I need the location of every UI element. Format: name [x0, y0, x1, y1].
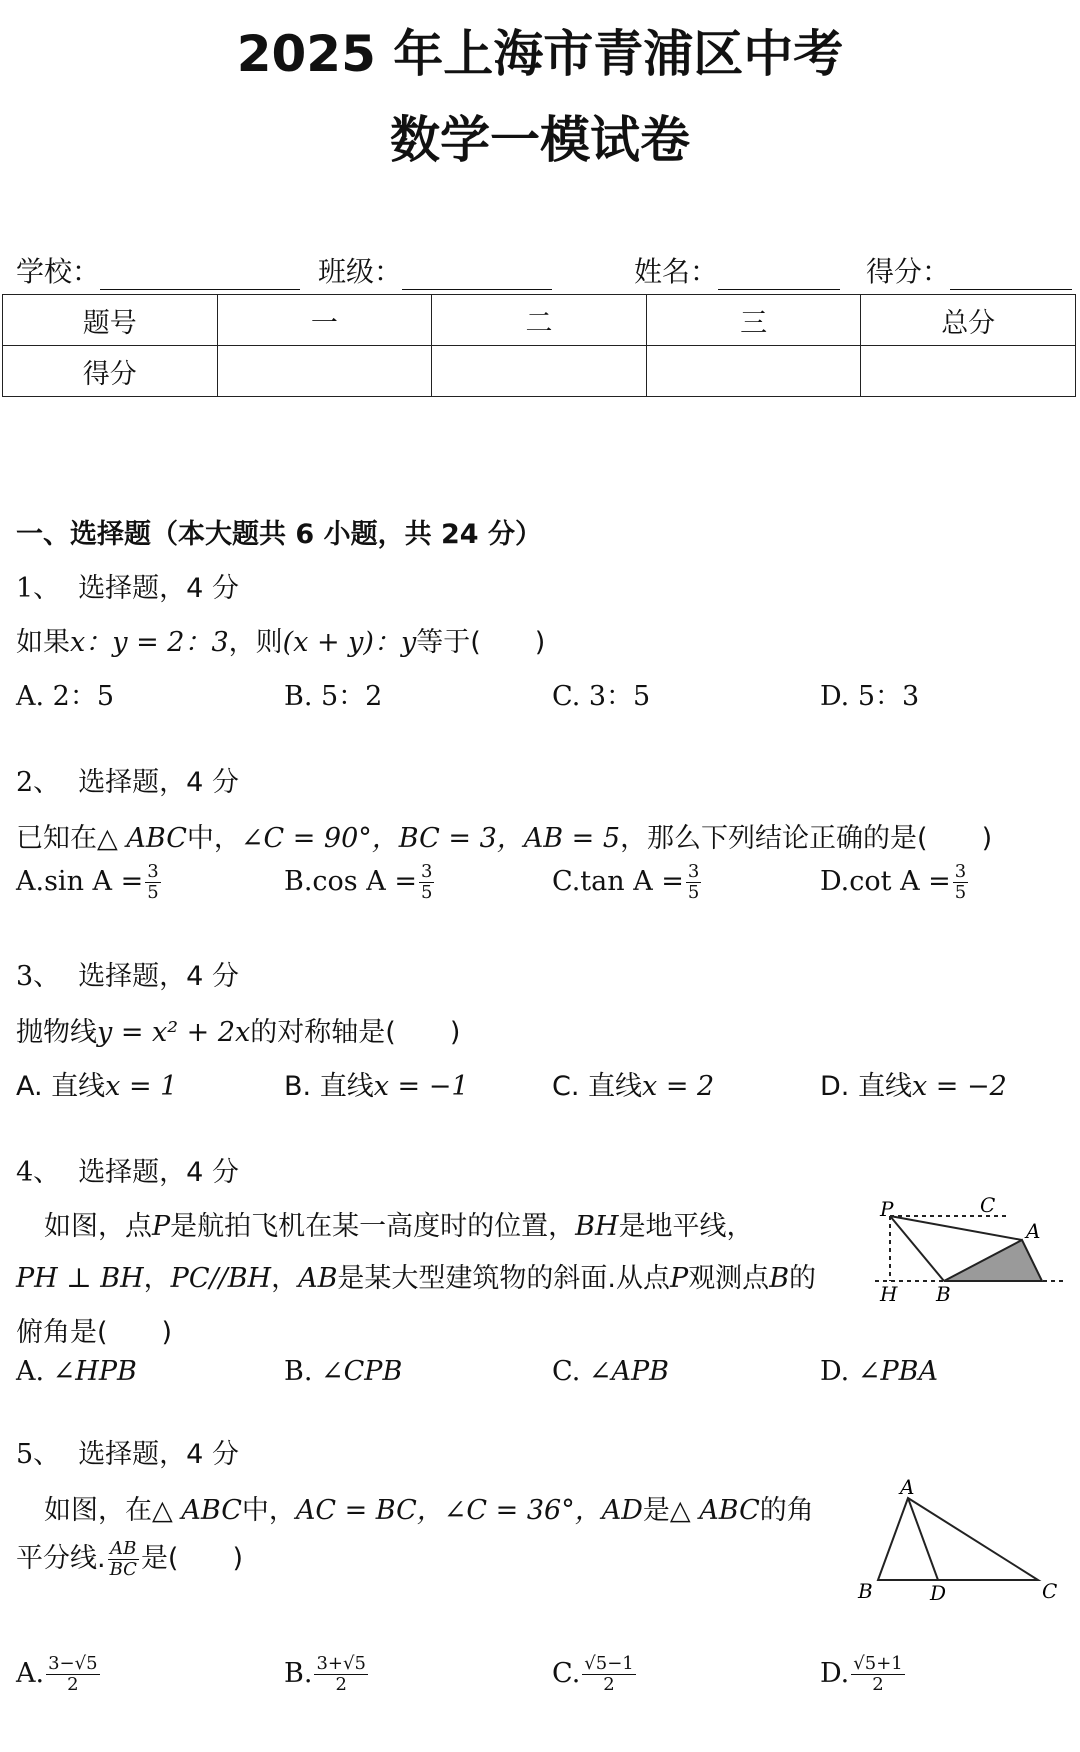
question-number: 5、: [16, 1439, 61, 1470]
building-slope-shape: [944, 1240, 1042, 1281]
stem-math: (x + y)：y: [282, 627, 417, 658]
label-p: P: [880, 1197, 894, 1221]
question-stem: [16, 620, 545, 659]
question-header: [16, 1150, 239, 1189]
question-label: 选择题，4 分: [78, 573, 239, 604]
question-stem-line2: 平分线. $\frac{AB}{BC}$ 是( ): [16, 1538, 244, 1580]
label-a: A: [1026, 1219, 1041, 1243]
question-number: 1、: [16, 573, 61, 604]
score-cell[interactable]: [646, 346, 861, 397]
option-d[interactable]: [820, 862, 970, 903]
option-b[interactable]: B. 5：2: [284, 681, 383, 712]
fraction: $\frac{√5-1}{2}$: [584, 1653, 634, 1695]
fraction: $\frac{3}{5}$: [147, 861, 159, 903]
figure-aerial-diagram: [870, 1196, 1070, 1306]
question-stem-line2: PH ⊥ BH，PC//BH，AB是某大型建筑物的斜面.从点P观测点B的: [16, 1263, 817, 1294]
stem-text: 如果: [16, 627, 70, 658]
label-d: D: [930, 1581, 947, 1605]
question-label: 选择题，4 分: [78, 961, 239, 992]
label-h: H: [880, 1282, 898, 1306]
stem-text: 已知在: [16, 823, 97, 854]
stem-math: x：y = 2：3: [70, 627, 229, 658]
fraction: $\frac{3+√5}{2}$: [316, 1653, 366, 1695]
stem-math: ∠C = 90°，BC = 3，AB = 5: [240, 823, 621, 854]
question-stem: [16, 816, 992, 855]
score-cell[interactable]: [217, 346, 432, 397]
stem-text: 抛物线: [16, 1017, 97, 1048]
option-text: C.tan A =: [552, 866, 684, 897]
option-d[interactable]: D. 5：3: [820, 681, 920, 712]
label-a: A: [900, 1476, 915, 1499]
figure-triangle-diagram: [856, 1476, 1066, 1606]
score-table-header-cell: 一: [217, 295, 432, 346]
question-stem: [16, 1010, 460, 1049]
score-table-header-cell: 题号: [3, 295, 218, 346]
fraction: $\frac{√5+1}{2}$: [853, 1653, 903, 1695]
label-b: B: [936, 1282, 951, 1306]
question-number: 4、: [16, 1157, 61, 1188]
option-b[interactable]: B. $\frac{3+√5}{2}$: [284, 1653, 366, 1695]
option-a[interactable]: A. 直线x = 1: [16, 1071, 178, 1102]
score-field[interactable]: [866, 250, 1072, 290]
school-field[interactable]: [16, 250, 300, 290]
fraction: $\frac{AB}{BC}$: [109, 1538, 137, 1580]
stem-text: ，则: [228, 627, 283, 658]
score-table-header-cell: 二: [432, 295, 647, 346]
option-d[interactable]: D. $\frac{√5+1}{2}$: [820, 1653, 903, 1695]
question-stem-line1: 如图，点P是航拍飞机在某一高度时的位置，BH是地平线，: [44, 1211, 754, 1242]
score-table-header-cell: 总分: [861, 295, 1076, 346]
question-label: 选择题，4 分: [78, 1157, 239, 1188]
option-c[interactable]: C. 直线x = 2: [552, 1071, 715, 1102]
option-c[interactable]: C. 3：5: [552, 681, 651, 712]
stem-text: ，那么下列结论正确的是( ): [620, 823, 993, 854]
option-c[interactable]: C. $\frac{√5-1}{2}$: [552, 1653, 634, 1695]
score-label: 得分：: [866, 255, 951, 288]
question-stem-line1: 如图，在△ ABC中，AC = BC，∠C = 36°，AD是△ ABC的角: [44, 1495, 814, 1526]
label-c: C: [980, 1196, 996, 1217]
question-header: [16, 954, 239, 993]
stem-text: 的对称轴是( ): [250, 1017, 461, 1048]
exam-title-line2: 数学一模试卷: [390, 111, 690, 169]
fraction: $\frac{3}{5}$: [420, 861, 433, 903]
fraction: $\frac{3}{5}$: [954, 861, 967, 903]
option-a[interactable]: A. ∠HPB: [16, 1356, 137, 1387]
name-field[interactable]: [634, 250, 840, 290]
score-table-header-row: [3, 295, 1076, 346]
section-title: 一、选择题（本大题共 6 小题，共 24 分）: [16, 519, 542, 550]
label-c: C: [1042, 1579, 1058, 1603]
option-a[interactable]: A. $\frac{3-√5}{2}$: [16, 1653, 98, 1695]
stem-text: 中，: [186, 823, 241, 854]
label-b: B: [858, 1579, 873, 1603]
question-header: [16, 760, 239, 799]
option-d[interactable]: D. ∠PBA: [820, 1356, 938, 1387]
option-a[interactable]: A. 2：5: [16, 681, 115, 712]
question-label: 选择题，4 分: [78, 1439, 239, 1470]
option-b[interactable]: B. 直线x = −1: [284, 1071, 469, 1102]
option-c[interactable]: [552, 862, 703, 903]
score-table-score-row: [3, 346, 1076, 397]
option-text: B.cos A =: [284, 866, 417, 897]
fraction: $\frac{3-√5}{2}$: [48, 1653, 98, 1695]
question-header: [16, 1432, 239, 1471]
option-text: A.sin A =: [16, 866, 144, 897]
option-text: D.cot A =: [820, 866, 951, 897]
score-table-header-cell: 三: [646, 295, 861, 346]
question-number: 2、: [16, 767, 61, 798]
option-d[interactable]: D. 直线x = −2: [820, 1071, 1007, 1102]
class-label: 班级：: [318, 255, 403, 288]
class-field[interactable]: [318, 250, 552, 290]
stem-math: y = x² + 2x: [97, 1017, 251, 1048]
question-number: 3、: [16, 961, 61, 992]
score-cell[interactable]: [432, 346, 647, 397]
question-header: [16, 566, 239, 605]
question-stem-line3: 俯角是( ): [16, 1317, 173, 1348]
option-b[interactable]: B. ∠CPB: [284, 1356, 403, 1387]
question-label: 选择题，4 分: [78, 767, 239, 798]
school-label: 学校：: [16, 255, 101, 288]
stem-math: △ ABC: [97, 823, 187, 854]
option-b[interactable]: [284, 862, 436, 903]
score-cell[interactable]: [861, 346, 1076, 397]
score-table: [2, 294, 1076, 397]
option-a[interactable]: [16, 862, 163, 903]
option-c[interactable]: C. ∠APB: [552, 1356, 670, 1387]
fraction: $\frac{3}{5}$: [687, 861, 700, 903]
exam-title-line1: 2025 年上海市青浦区中考: [236, 25, 844, 83]
name-label: 姓名：: [634, 255, 719, 288]
score-table-row-label: 得分: [3, 346, 218, 397]
stem-text: 等于( ): [416, 627, 546, 658]
